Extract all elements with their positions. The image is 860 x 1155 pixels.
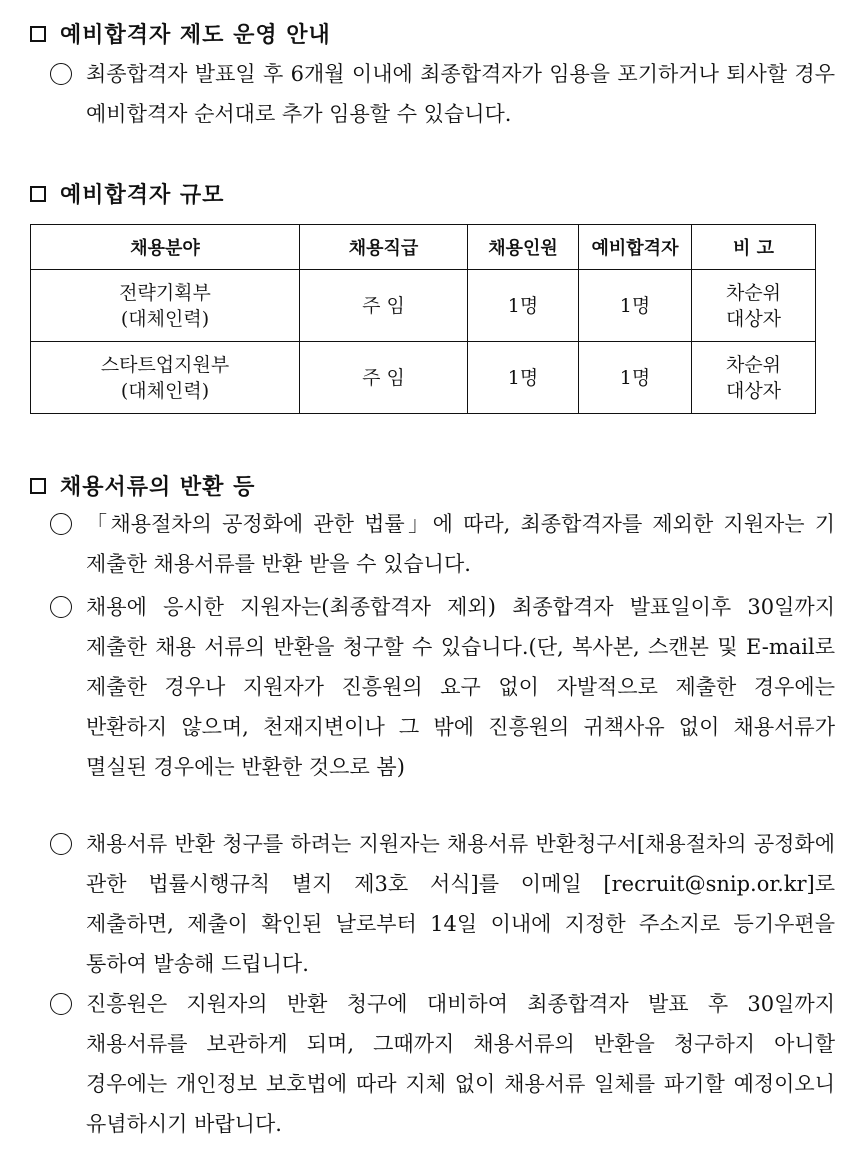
list-item bbox=[50, 54, 835, 134]
header-cell-field: 채용분야 bbox=[31, 225, 300, 270]
note-line: 대상자 bbox=[725, 307, 782, 330]
note-cell bbox=[692, 342, 816, 414]
checkbox-square-icon bbox=[30, 186, 46, 202]
grade-cell: 주 임 bbox=[300, 270, 468, 342]
field-cell bbox=[31, 342, 300, 414]
headcount-cell: 1명 bbox=[468, 270, 579, 342]
headcount-cell: 1명 bbox=[468, 342, 579, 414]
field-note: (대체인력) bbox=[120, 307, 210, 330]
field-note: (대체인력) bbox=[120, 379, 210, 402]
header-cell-note: 비 고 bbox=[692, 225, 816, 270]
circle-bullet-icon bbox=[50, 833, 72, 855]
paragraph: 최종합격자 발표일 후 6개월 이내에 최종합격자가 임용을 포기하거나 퇴사할 경우 예비합격자 순서대로 추가 임용할 수 있습니다. bbox=[86, 62, 835, 126]
header-cell-grade: 채용직급 bbox=[300, 225, 468, 270]
circle-bullet-icon bbox=[50, 596, 72, 618]
section-title: 예비합격자 규모 bbox=[60, 182, 225, 208]
circle-bullet-icon bbox=[50, 63, 72, 85]
note-line: 차순위 bbox=[725, 281, 782, 304]
list-item bbox=[50, 824, 835, 984]
reserve-table bbox=[30, 224, 816, 414]
field-name: 전략기획부 bbox=[119, 281, 211, 304]
list-item bbox=[50, 504, 835, 584]
list-item bbox=[50, 587, 835, 787]
circle-bullet-icon bbox=[50, 993, 72, 1015]
field-cell bbox=[31, 270, 300, 342]
section-title: 채용서류의 반환 등 bbox=[60, 474, 256, 500]
reserve-cell: 1명 bbox=[579, 270, 692, 342]
section-heading-reserve-scale bbox=[30, 178, 224, 209]
note-line: 대상자 bbox=[725, 379, 782, 402]
section-title: 예비합격자 제도 운영 안내 bbox=[60, 22, 331, 48]
list-item bbox=[50, 984, 835, 1144]
table-row bbox=[31, 270, 816, 342]
section-heading-reserve-system bbox=[30, 18, 331, 49]
reserve-cell: 1명 bbox=[579, 342, 692, 414]
section-heading-document-return bbox=[30, 470, 255, 501]
circle-bullet-icon bbox=[50, 513, 72, 535]
note-cell bbox=[692, 270, 816, 342]
paragraph: 진흥원은 지원자의 반환 청구에 대비하여 최종합격자 발표 후 30일까지 채용서류를 보관하게 되며, 그때까지 채용서류의 반환을 청구하지 아니할 경우에는 개인정보 보호법에 따라 지체 없이 채용서류 일체를 파기할 예정이오니 유념하시기 바랍니다. bbox=[86, 992, 835, 1136]
paragraph: 채용서류 반환 청구를 하려는 지원자는 채용서류 반환청구서[채용절차의 공정화에 관한 법률시행규칙 별지 제3호 서식]를 이메일 [recruit@snip.or.kr]로 제출하면, 제출이 확인된 날로부터 14일 이내에 지정한 주소지로 등기우편을 통하여 발송해 드립니다. bbox=[86, 832, 835, 976]
table-header-row bbox=[31, 225, 816, 270]
header-cell-headcount: 채용인원 bbox=[468, 225, 579, 270]
header-cell-reserve: 예비합격자 bbox=[579, 225, 692, 270]
paragraph: 채용에 응시한 지원자는(최종합격자 제외) 최종합격자 발표일이후 30일까지 제출한 채용 서류의 반환을 청구할 수 있습니다.(단, 복사본, 스캔본 및 E-mail로 제출한 경우나 지원자가 진흥원의 요구 없이 자발적으로 제출한 경우에는 반환하지 않으며, 천재지변이나 그 밖에 진흥원의 귀책사유 없이 채용서류가 멸실된 경우에는 반환한 것으로 봄) bbox=[86, 595, 835, 779]
field-name: 스타트업지원부 bbox=[100, 353, 230, 376]
grade-cell: 주 임 bbox=[300, 342, 468, 414]
note-line: 차순위 bbox=[725, 353, 782, 376]
checkbox-square-icon bbox=[30, 478, 46, 494]
table-row bbox=[31, 342, 816, 414]
checkbox-square-icon bbox=[30, 26, 46, 42]
paragraph: 「채용절차의 공정화에 관한 법률」에 따라, 최종합격자를 제외한 지원자는 기 제출한 채용서류를 반환 받을 수 있습니다. bbox=[86, 512, 835, 576]
